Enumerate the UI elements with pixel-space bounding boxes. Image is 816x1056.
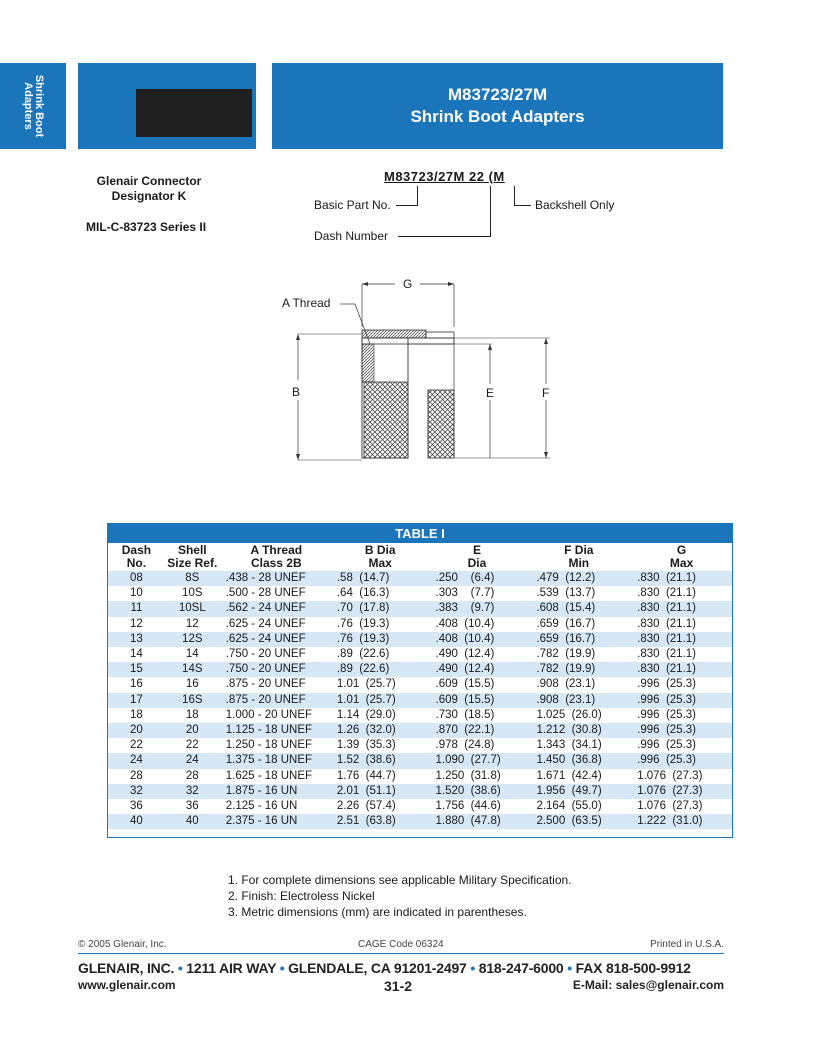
cell-a-thread: 1.125 - 18 UNEF <box>220 723 333 738</box>
cell-e-dia: .609 (15.5) <box>428 677 527 692</box>
cell-shell: 28 <box>165 769 220 784</box>
note-item: 2. Finish: Electroless Nickel <box>228 889 375 903</box>
cell-e-dia: .870 (22.1) <box>428 723 527 738</box>
leader-backshell-v <box>514 186 515 206</box>
cell-f-dia: .908 (23.1) <box>526 693 631 708</box>
table-row <box>108 738 732 753</box>
cell-dash: 24 <box>108 753 165 768</box>
cell-dash: 14 <box>108 647 165 662</box>
fax: FAX 818-500-9912 <box>575 960 691 976</box>
cell-dash: 16 <box>108 677 165 692</box>
cell-b-dia: 1.52 (38.6) <box>333 753 428 768</box>
cell-f-dia: 1.956 (49.7) <box>526 784 631 799</box>
cell-dash: 10 <box>108 586 165 601</box>
cell-a-thread: .625 - 24 UNEF <box>220 632 333 647</box>
table-row <box>108 723 732 738</box>
cell-a-thread: 1.625 - 18 UNEF <box>220 769 333 784</box>
cell-a-thread: .625 - 24 UNEF <box>220 617 333 632</box>
bullet-separator: • <box>470 960 479 976</box>
cell-a-thread: .875 - 20 UNEF <box>220 693 333 708</box>
cell-shell: 22 <box>165 738 220 753</box>
cell-shell: 10SL <box>165 601 220 616</box>
cell-shell: 12S <box>165 632 220 647</box>
copyright: © 2005 Glenair, Inc. <box>78 939 167 950</box>
cell-a-thread: 1.875 - 16 UN <box>220 784 333 799</box>
cage-code: CAGE Code 06324 <box>358 939 444 950</box>
cell-a-thread: 1.000 - 20 UNEF <box>220 708 333 723</box>
connector-designator <box>86 174 212 204</box>
cell-e-dia: 1.756 (44.6) <box>428 799 527 814</box>
printed-in: Printed in U.S.A. <box>650 939 724 950</box>
bullet-separator: • <box>567 960 576 976</box>
cell-g: .996 (25.3) <box>631 738 732 753</box>
cell-a-thread: 2.125 - 16 UN <box>220 799 333 814</box>
cell-f-dia: .782 (19.9) <box>526 662 631 677</box>
cell-shell: 8S <box>165 571 220 586</box>
cell-a-thread: .500 - 28 UNEF <box>220 586 333 601</box>
dimensions-table <box>107 523 733 838</box>
cell-g: .830 (21.1) <box>631 601 732 616</box>
cell-g: .830 (21.1) <box>631 571 732 586</box>
mil-spec-label: MIL-C-83723 Series II <box>86 220 207 234</box>
cell-e-dia: .250 (6.4) <box>428 571 527 586</box>
cell-e-dia: 1.250 (31.8) <box>428 769 527 784</box>
cell-b-dia: 1.26 (32.0) <box>333 723 428 738</box>
dash-number-label: Dash Number <box>314 229 389 243</box>
header-dash: Dash No. <box>121 543 152 570</box>
cell-f-dia: 1.212 (30.8) <box>526 723 631 738</box>
table-row <box>108 814 732 829</box>
cell-a-thread: 1.250 - 18 UNEF <box>220 738 333 753</box>
cell-shell: 14 <box>165 647 220 662</box>
cell-g: .996 (25.3) <box>631 723 732 738</box>
cell-f-dia: .608 (15.4) <box>526 601 631 616</box>
cell-dash: 18 <box>108 708 165 723</box>
cell-shell: 40 <box>165 814 220 829</box>
cell-e-dia: .383 (9.7) <box>428 601 527 616</box>
website-link[interactable]: www.glenair.com <box>78 978 176 992</box>
cell-shell: 10S <box>165 586 220 601</box>
cell-f-dia: .659 (16.7) <box>526 617 631 632</box>
cell-a-thread: 2.375 - 16 UN <box>220 814 333 829</box>
cell-g: .830 (21.1) <box>631 617 732 632</box>
label-e: E <box>486 386 495 400</box>
notes <box>228 872 572 920</box>
cell-f-dia: .479 (12.2) <box>526 571 631 586</box>
cell-g: .996 (25.3) <box>631 693 732 708</box>
table-row <box>108 586 732 601</box>
email-link[interactable]: E-Mail: sales@glenair.com <box>572 978 724 992</box>
cell-b-dia: 1.01 (25.7) <box>333 677 428 692</box>
label-a-thread: A Thread <box>282 296 331 310</box>
designator-line1: Glenair Connector <box>96 174 202 188</box>
cell-a-thread: .562 - 24 UNEF <box>220 601 333 616</box>
logo-block <box>136 89 252 137</box>
cell-shell: 36 <box>165 799 220 814</box>
cell-e-dia: .408 (10.4) <box>428 632 527 647</box>
leader-dash-h <box>398 236 491 237</box>
label-b: B <box>292 385 301 399</box>
cell-dash: 28 <box>108 769 165 784</box>
table-row <box>108 769 732 784</box>
cell-b-dia: .58 (14.7) <box>333 571 428 586</box>
part-number-code: M83723/27M 22 (M <box>384 169 505 184</box>
basic-part-label: Basic Part No. <box>314 198 391 212</box>
cell-dash: 36 <box>108 799 165 814</box>
cell-g: 1.076 (27.3) <box>631 784 732 799</box>
cell-e-dia: .609 (15.5) <box>428 693 527 708</box>
designator-line2: Designator K <box>111 189 187 203</box>
cell-a-thread: .750 - 20 UNEF <box>220 662 333 677</box>
cell-dash: 22 <box>108 738 165 753</box>
cell-f-dia: .659 (16.7) <box>526 632 631 647</box>
phone: 818-247-6000 <box>478 960 564 976</box>
cell-shell: 18 <box>165 708 220 723</box>
cell-g: .830 (21.1) <box>631 647 732 662</box>
part-number-breakdown <box>300 165 660 245</box>
cell-a-thread: .438 - 28 UNEF <box>220 571 333 586</box>
header-e-dia: E Dia <box>467 543 487 570</box>
table-header-row <box>108 543 732 571</box>
cell-f-dia: 2.500 (63.5) <box>526 814 631 829</box>
table-row <box>108 693 732 708</box>
table-row <box>108 632 732 647</box>
cell-g: 1.076 (27.3) <box>631 799 732 814</box>
cell-shell: 24 <box>165 753 220 768</box>
dimensions-table-grid <box>108 543 732 829</box>
cell-f-dia: .539 (13.7) <box>526 586 631 601</box>
table-row <box>108 662 732 677</box>
table-row <box>108 617 732 632</box>
header-shell: Shell Size Ref. <box>167 543 218 570</box>
note-item: 1. For complete dimensions see applicable Military Specification. <box>228 873 572 887</box>
cell-a-thread: .875 - 20 UNEF <box>220 677 333 692</box>
cell-b-dia: 2.51 (63.8) <box>333 814 428 829</box>
leader-basic-h <box>396 205 418 206</box>
footer-rule <box>78 953 724 954</box>
cell-b-dia: .89 (22.6) <box>333 647 428 662</box>
label-g: G <box>403 277 413 291</box>
cell-b-dia: 1.01 (25.7) <box>333 693 428 708</box>
cell-b-dia: 2.26 (57.4) <box>333 799 428 814</box>
cell-shell: 14S <box>165 662 220 677</box>
cell-g: 1.222 (31.0) <box>631 814 732 829</box>
cell-shell: 32 <box>165 784 220 799</box>
city: GLENDALE, CA 91201-2497 <box>288 960 467 976</box>
cell-shell: 16S <box>165 693 220 708</box>
leader-basic-v <box>417 186 418 206</box>
leader-dash-v <box>490 186 491 237</box>
cell-shell: 20 <box>165 723 220 738</box>
cell-e-dia: 1.880 (47.8) <box>428 814 527 829</box>
cell-b-dia: .76 (19.3) <box>333 632 428 647</box>
cell-g: 1.076 (27.3) <box>631 769 732 784</box>
cell-b-dia: .70 (17.8) <box>333 601 428 616</box>
table-row <box>108 708 732 723</box>
header-b-dia: B Dia Max <box>364 543 396 570</box>
page-subtitle: Shrink Boot Adapters <box>410 107 585 126</box>
street: 1211 AIR WAY <box>186 960 276 976</box>
cell-b-dia: .64 (16.3) <box>333 586 428 601</box>
cell-e-dia: .303 (7.7) <box>428 586 527 601</box>
table-body <box>108 571 732 829</box>
backshell-label: Backshell Only <box>535 198 615 212</box>
header-panel <box>272 63 723 149</box>
cell-b-dia: .89 (22.6) <box>333 662 428 677</box>
cell-f-dia: 1.025 (26.0) <box>526 708 631 723</box>
table-row <box>108 601 732 616</box>
cell-a-thread: .750 - 20 UNEF <box>220 647 333 662</box>
cell-e-dia: .408 (10.4) <box>428 617 527 632</box>
cell-dash: 08 <box>108 571 165 586</box>
header-a-thread: A Thread Class 2B <box>250 543 303 570</box>
header-g: G Max <box>669 543 694 570</box>
cell-g: .830 (21.1) <box>631 632 732 647</box>
cell-g: .830 (21.1) <box>631 662 732 677</box>
cell-f-dia: 1.671 (42.4) <box>526 769 631 784</box>
cell-dash: 40 <box>108 814 165 829</box>
cell-a-thread: 1.375 - 18 UNEF <box>220 753 333 768</box>
cell-f-dia: .908 (23.1) <box>526 677 631 692</box>
cell-g: .996 (25.3) <box>631 708 732 723</box>
page-number: 31-2 <box>384 978 413 994</box>
leader-backshell-h <box>514 205 531 206</box>
cell-dash: 12 <box>108 617 165 632</box>
cell-f-dia: 1.343 (34.1) <box>526 738 631 753</box>
table-row <box>108 647 732 662</box>
table-title: TABLE I <box>108 524 732 543</box>
side-tab <box>0 63 66 149</box>
cell-g: .996 (25.3) <box>631 753 732 768</box>
side-tab-label: Shrink Boot Adapters <box>22 74 45 138</box>
label-f: F <box>542 386 550 400</box>
cell-dash: 20 <box>108 723 165 738</box>
table-row <box>108 753 732 768</box>
company-address <box>78 960 724 976</box>
bullet-separator: • <box>279 960 289 976</box>
cell-b-dia: .76 (19.3) <box>333 617 428 632</box>
table-row <box>108 784 732 799</box>
cell-b-dia: 2.01 (51.1) <box>333 784 428 799</box>
cell-dash: 32 <box>108 784 165 799</box>
cell-g: .830 (21.1) <box>631 586 732 601</box>
table-row <box>108 571 732 586</box>
cell-b-dia: 1.76 (44.7) <box>333 769 428 784</box>
cell-f-dia: .782 (19.9) <box>526 647 631 662</box>
cell-shell: 16 <box>165 677 220 692</box>
bullet-separator: • <box>177 960 187 976</box>
cell-b-dia: 1.39 (35.3) <box>333 738 428 753</box>
page-title: M83723/27M <box>447 85 548 104</box>
company-name: GLENAIR, INC. <box>78 960 175 976</box>
cell-dash: 17 <box>108 693 165 708</box>
cell-g: .996 (25.3) <box>631 677 732 692</box>
cell-e-dia: .730 (18.5) <box>428 708 527 723</box>
table-row <box>108 677 732 692</box>
cell-e-dia: 1.090 (27.7) <box>428 753 527 768</box>
cell-e-dia: .978 (24.8) <box>428 738 527 753</box>
adapter-drawing <box>280 272 580 472</box>
note-item: 3. Metric dimensions (mm) are indicated in parentheses. <box>228 905 527 919</box>
cell-dash: 13 <box>108 632 165 647</box>
header-f-dia: F Dia Min <box>564 543 594 570</box>
cell-e-dia: 1.520 (38.6) <box>428 784 527 799</box>
cell-f-dia: 2.164 (55.0) <box>526 799 631 814</box>
cell-e-dia: .490 (12.4) <box>428 647 527 662</box>
table-row <box>108 799 732 814</box>
cell-dash: 15 <box>108 662 165 677</box>
cell-e-dia: .490 (12.4) <box>428 662 527 677</box>
cell-shell: 12 <box>165 617 220 632</box>
cell-dash: 11 <box>108 601 165 616</box>
cell-f-dia: 1.450 (36.8) <box>526 753 631 768</box>
cell-b-dia: 1.14 (29.0) <box>333 708 428 723</box>
